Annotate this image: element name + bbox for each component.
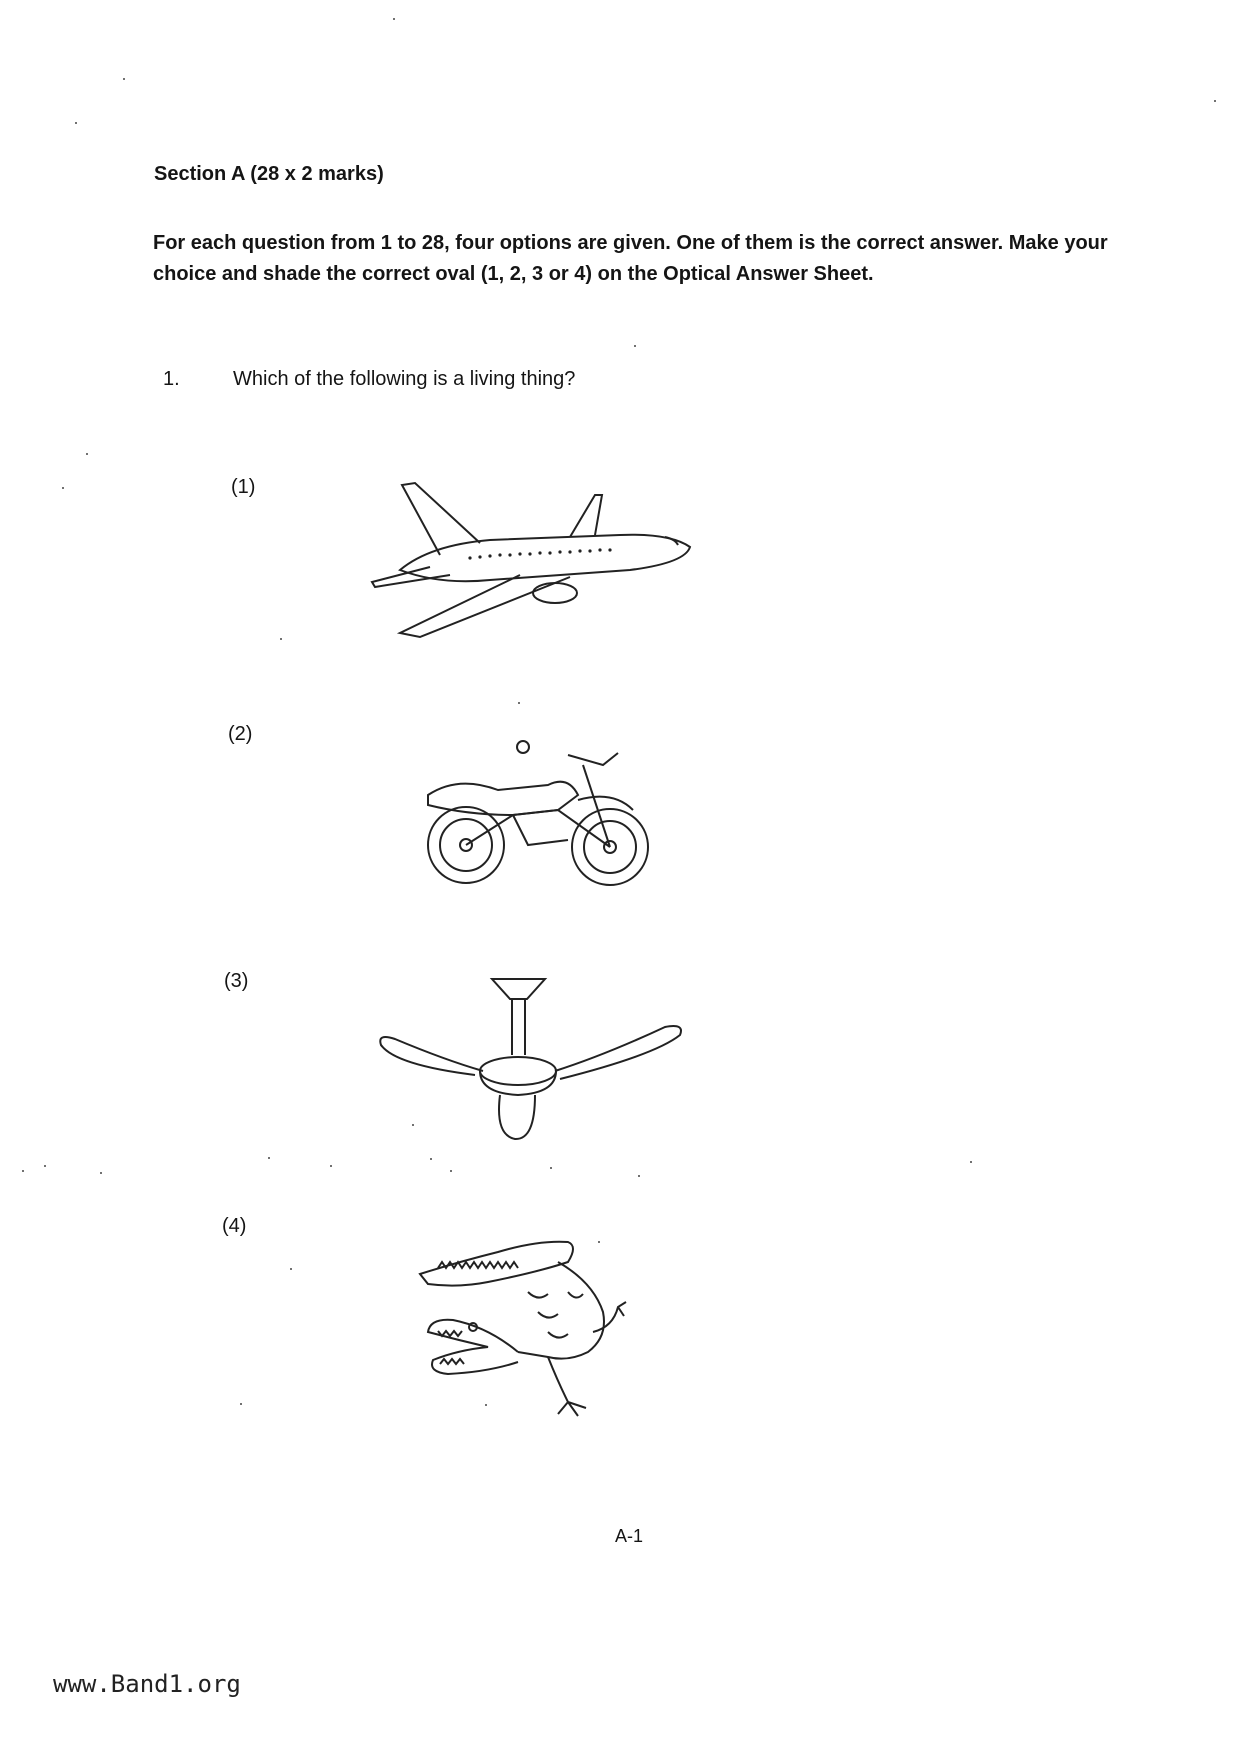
scan-speck [393, 18, 395, 20]
scan-speck [450, 1170, 452, 1172]
scan-speck [44, 1165, 46, 1167]
scan-speck [86, 453, 88, 455]
scan-speck [638, 1175, 640, 1177]
scan-speck [518, 702, 520, 704]
page-number: A-1 [615, 1526, 644, 1546]
section-heading: Section A (28 x 2 marks) [154, 163, 384, 185]
scan-speck [22, 1170, 24, 1172]
scan-speck [75, 122, 77, 124]
aeroplane-icon [370, 475, 700, 645]
option-1-label: (1) [231, 476, 256, 498]
scan-speck [1214, 100, 1216, 102]
crocodile-icon [418, 1232, 628, 1422]
scan-speck [598, 1241, 600, 1243]
option-4-label: (4) [222, 1215, 247, 1237]
scan-speck [123, 78, 125, 80]
question-number: 1. [163, 368, 180, 390]
scan-speck [62, 487, 64, 489]
scan-speck [430, 1158, 432, 1160]
scan-speck [280, 638, 282, 640]
scan-speck [412, 1124, 414, 1126]
motorcycle-icon [418, 735, 658, 895]
scan-speck [240, 1403, 242, 1405]
scan-speck [970, 1161, 972, 1163]
watermark: www.Band1.org [53, 1670, 241, 1698]
question-text: Which of the following is a living thing? [233, 368, 576, 390]
option-2-label: (2) [228, 723, 253, 745]
ceiling-fan-icon [375, 975, 690, 1145]
option-3-label: (3) [224, 970, 249, 992]
scan-speck [330, 1165, 332, 1167]
scan-speck [485, 1404, 487, 1406]
scan-speck [634, 345, 636, 347]
scan-speck [100, 1172, 102, 1174]
scan-speck [268, 1157, 270, 1159]
scan-speck [550, 1167, 552, 1169]
instructions: For each question from 1 to 28, four options are given. One of them is the correct answer. Make your choice and shade the correct oval (1, 2, 3 or 4) on the Optical Answer Sheet. [153, 232, 1108, 285]
scan-speck [290, 1268, 292, 1270]
